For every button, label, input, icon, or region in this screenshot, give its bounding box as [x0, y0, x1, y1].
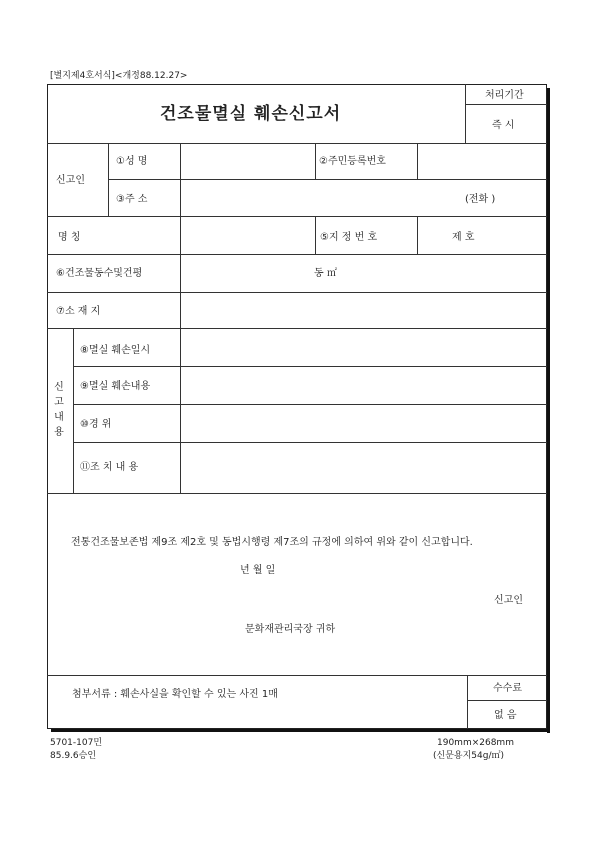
building-count-value: 동 ㎡ [314, 268, 337, 279]
form-title: 건조물멸실 훼손신고서 [160, 104, 342, 124]
form-code: [별지제4호서식]<개정88.12.27> [50, 71, 188, 81]
form-shadow-right [547, 88, 550, 733]
address-field[interactable] [181, 180, 417, 215]
signer-label: 신고인 [494, 595, 523, 606]
location-col-line [180, 292, 181, 328]
form-shadow-bottom [51, 729, 550, 732]
measures-field[interactable] [181, 443, 546, 492]
resident-no-field[interactable] [418, 144, 546, 178]
location-field[interactable] [181, 293, 546, 327]
designation-bottom-line [47, 254, 547, 255]
content-group-line [73, 328, 74, 493]
fee-mid-line [467, 700, 547, 701]
declaration-statement: 전통건조물보존법 제9조 제2호 및 동법시행령 제7조의 규정에 의하여 위와 같이 신고합니다. [71, 537, 473, 548]
resident-label-left [315, 143, 316, 179]
recipient: 문화재관리국장 귀하 [245, 624, 336, 635]
circumstances-field[interactable] [181, 405, 546, 441]
declaration-bottom-line [47, 675, 547, 676]
fee-divider [467, 675, 468, 729]
content-row-label-3: ⑩경 위 [80, 419, 112, 430]
processing-divider [465, 104, 547, 105]
title-divider [465, 84, 466, 144]
name-field[interactable] [181, 144, 314, 178]
content-row-label-2: ⑨멸실 훼손내용 [80, 381, 151, 392]
name-label: ①성 명 [116, 156, 148, 167]
processing-period-label: 처리기간 [485, 90, 524, 101]
attachment-note: 첨부서류 : 훼손사실을 확인할 수 있는 사진 1매 [72, 689, 278, 700]
designation-name-field[interactable] [181, 217, 314, 253]
fee-label: 수수료 [493, 683, 522, 694]
designation-number-value: 제 호 [452, 232, 475, 243]
processing-period-value: 즉 시 [492, 120, 515, 131]
destruction-details-field[interactable] [181, 367, 546, 403]
form-approval-code: 5701-107민 [50, 738, 103, 748]
resident-no-label: ②주민등록번호 [319, 156, 386, 167]
paper-type: (신문용지54g/㎡) [433, 751, 504, 761]
fee-value: 없 음 [494, 710, 517, 721]
destruction-datetime-field[interactable] [181, 329, 546, 365]
content-bottom-line [47, 493, 547, 494]
designation-number-label: ⑤지 정 번 호 [320, 232, 378, 243]
designation-name-label: 명 칭 [58, 232, 81, 243]
content-row-label-1: ⑧멸실 훼손일시 [80, 345, 151, 356]
reporter-group-label: 신고인 [56, 175, 85, 186]
building-count-label: ⑥건조물동수및건평 [56, 268, 143, 279]
form-approval-date: 85.9.6승인 [50, 751, 97, 761]
report-content-group-label: 신고내용 [54, 382, 64, 438]
paper-size: 190mm×268mm [437, 738, 514, 748]
content-row-label-4: ⑪조 치 내 용 [80, 462, 139, 473]
phone-label: (전화 ) [465, 194, 496, 205]
location-label: ⑦소 재 지 [56, 306, 101, 317]
designation-col-right [417, 216, 418, 254]
designation-col-left [315, 216, 316, 254]
date-line: 년 월 일 [240, 565, 276, 576]
address-label: ③주 소 [116, 194, 148, 205]
